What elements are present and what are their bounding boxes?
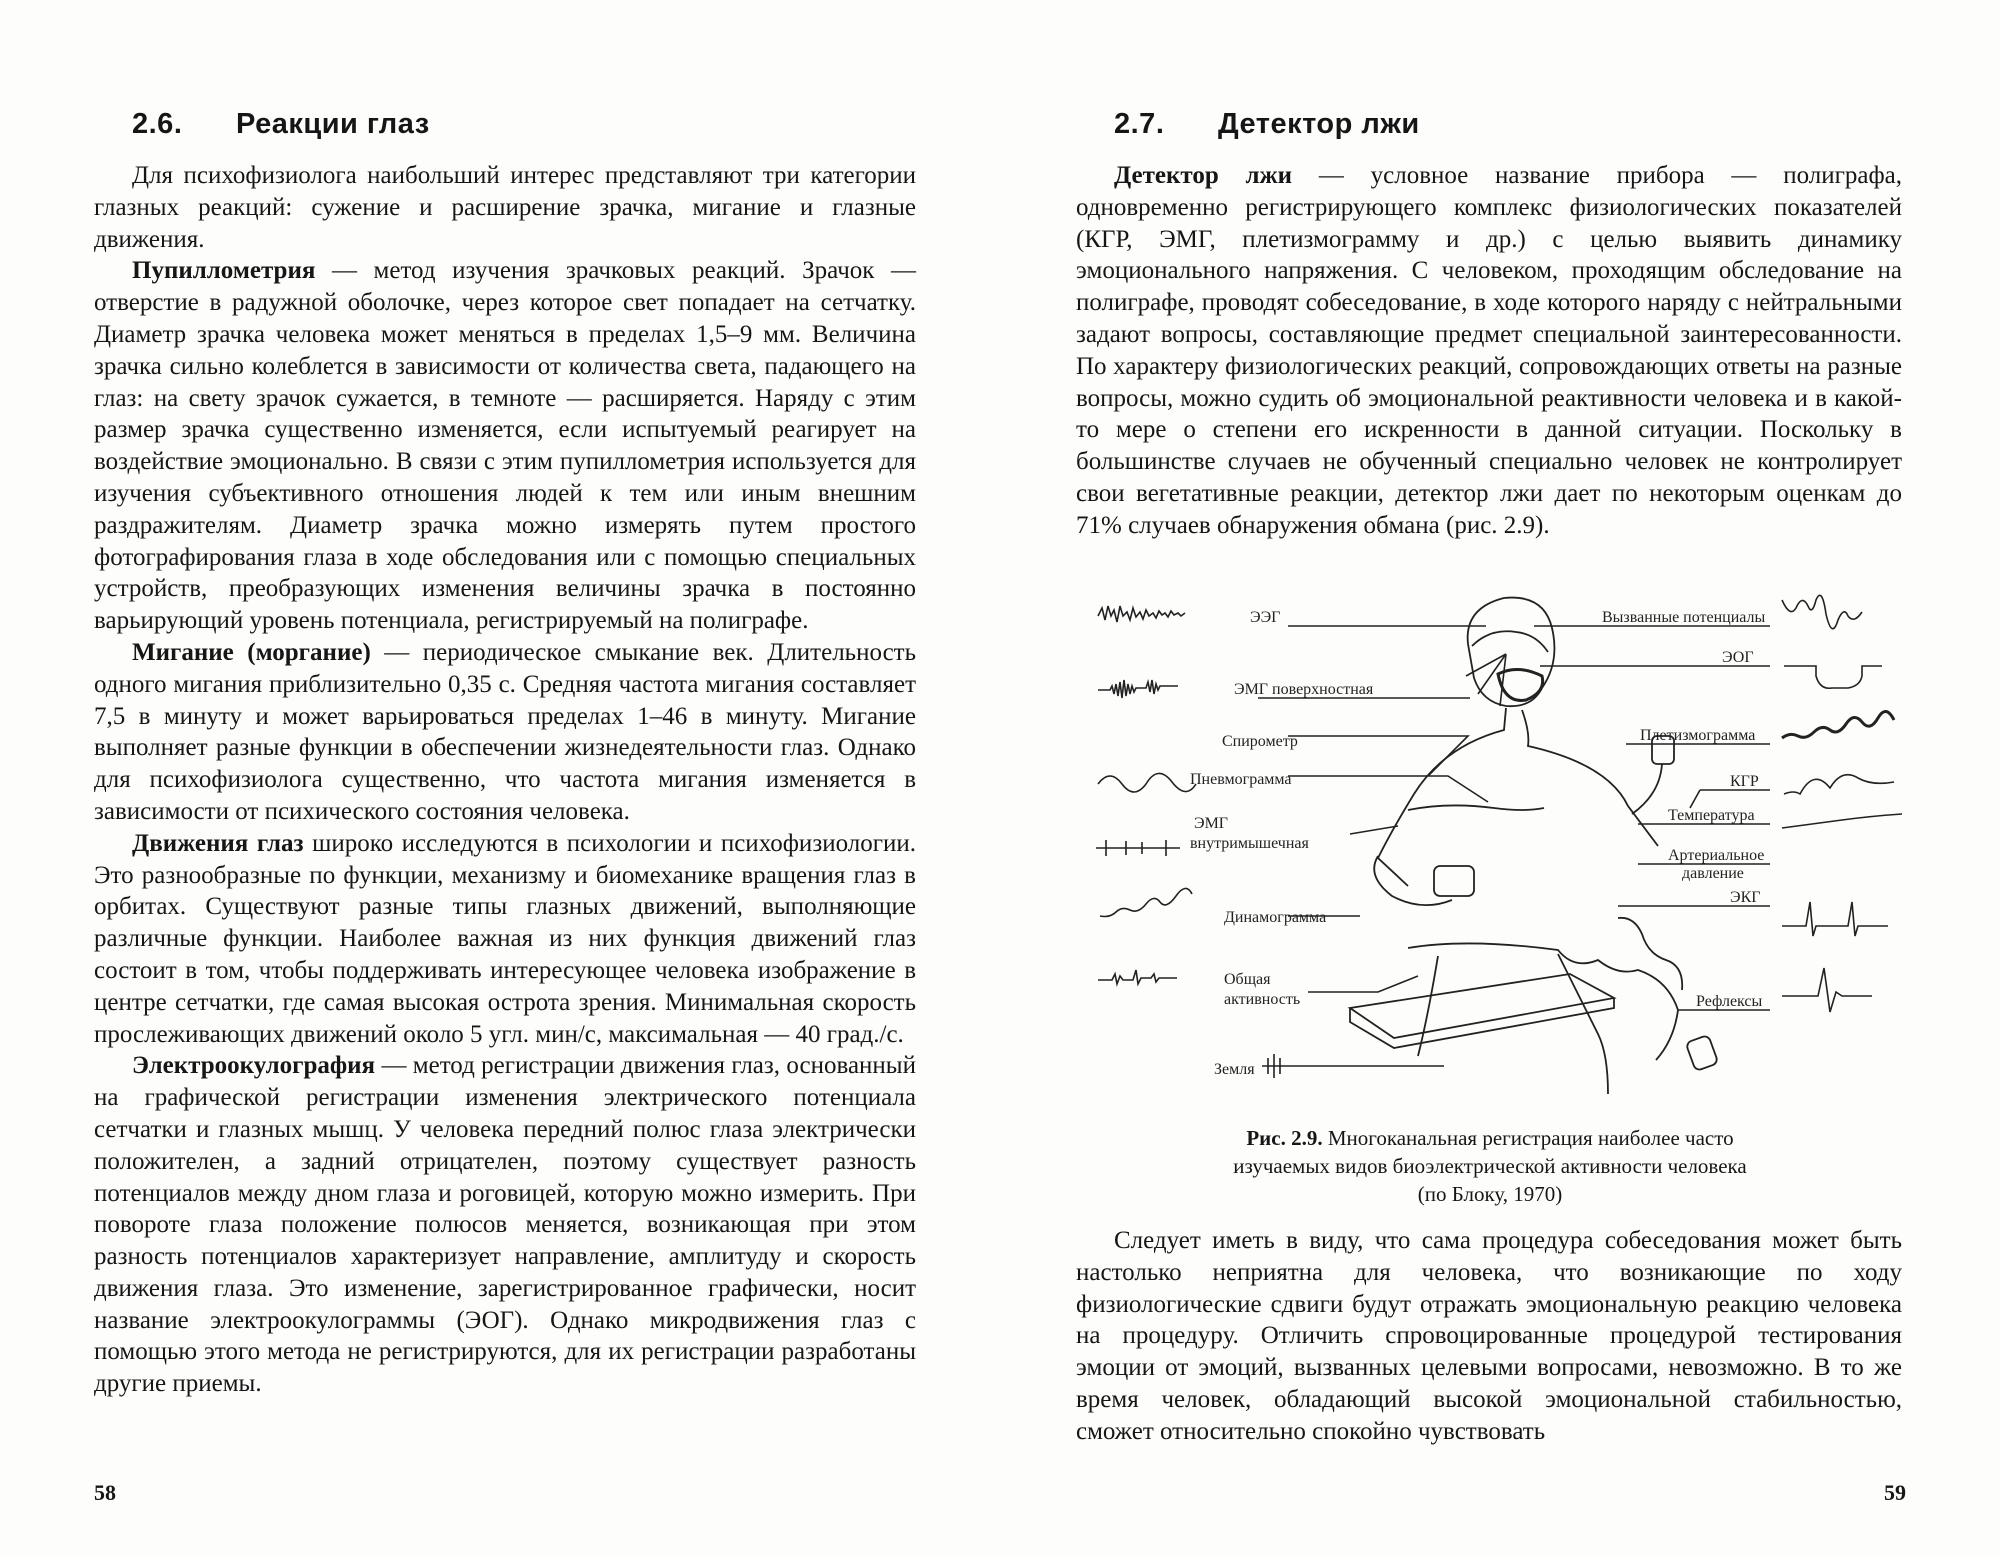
emg-intra-waveform — [1096, 840, 1180, 856]
label-reflexes: Рефлексы — [1696, 993, 1763, 1010]
right-body-text-after-figure — [1076, 1225, 1902, 1448]
label-dynamogram: Динамограмма — [1224, 909, 1327, 926]
caption-line-2: изучаемых видов биоэлектрической активности человека — [1233, 1154, 1747, 1178]
heading-number: 2.7. — [1114, 108, 1165, 140]
right-body-text — [1076, 160, 1902, 542]
heading-title: Реакции глаз — [236, 108, 430, 140]
leader-line — [1308, 976, 1418, 992]
label-pneumogram: Пневмограмма — [1190, 771, 1292, 788]
leader-line — [1288, 736, 1468, 776]
label-temperature: Температура — [1668, 807, 1755, 824]
label-eog: ЭОГ — [1722, 649, 1754, 666]
term: Электроокулография — [132, 1052, 376, 1080]
page-number: 59 — [1884, 1480, 1906, 1505]
section-heading-2-7 — [1114, 108, 1420, 141]
gsr-waveform — [1784, 775, 1894, 794]
label-bp: Артериальное — [1668, 847, 1765, 864]
paragraph — [1076, 160, 1902, 542]
term: Мигание (моргание) — [132, 638, 371, 666]
label-evoked: Вызванные потенциалы — [1602, 609, 1766, 626]
figure-2-9 — [1078, 588, 1902, 1206]
label-bp-2: давление — [1682, 865, 1744, 882]
leader-line — [1288, 776, 1488, 802]
paragraph — [1076, 1225, 1902, 1448]
term: Детектор лжи — [1114, 162, 1293, 189]
eog-waveform — [1784, 666, 1882, 688]
eeg-waveform — [1098, 606, 1185, 622]
ecg-waveform — [1782, 902, 1888, 936]
paragraph — [94, 255, 916, 637]
right-page — [1000, 0, 2000, 1557]
label-eeg: ЭЭГ — [1250, 609, 1281, 626]
label-emg-intra: ЭМГ — [1194, 815, 1229, 832]
paragraph-text: — периодическое смыкание век. Длительность одного мигания приблизительно 0,35 с. Средняя частота мигания составляет 7,5 в минуту и может варьироваться пределах 1–46 в минуту. Мигание выполняет разные функции в обеспечении жизнедеятельности глаз. Однако для психофизиолога существенно, что частота мигания изменяется в зависимости от психического состояния человека. — [94, 638, 916, 825]
label-plethysmogram: Плетизмограмма — [1640, 727, 1756, 744]
label-ecg: ЭКГ — [1730, 889, 1761, 906]
evoked-potential-waveform — [1782, 595, 1862, 628]
left-body-text — [94, 160, 916, 1400]
paragraph-text: — условное название прибора — полиграфа, одновременно регистрирующего комплекс физиологических показателей (КГР, ЭМГ, плетизмограмму и др.) с целью выявить динамику эмоционального напряжения. С человеком, проходящим обследование на полиграфе, проводят собеседование, в ходе которого наряду с нейтральными задают вопросы, составляющие предмет специальной заинтересованности. По характеру физиологических реакций, сопровождающих ответы на разные вопросы, можно судить об эмоциональной реактивности человека и в какой-то мере о степени его искренности в данной ситуации. Поскольку в большинстве случаев не обученный специально человек не контролирует свои вегетативные реакции, детектор лжи дает по некоторым оценкам до 71% случаев обнаружения обмана (рис. 2.9). — [1076, 162, 1903, 539]
label-emg-surface: ЭМГ поверхностная — [1234, 681, 1374, 698]
label-ground: Земля — [1214, 1061, 1255, 1078]
polygraph-illustration — [1078, 588, 1902, 1118]
section-heading-2-6 — [132, 108, 430, 141]
paragraph — [94, 637, 916, 828]
caption-label: Рис. 2.9. — [1246, 1126, 1323, 1150]
caption-line-1: Многоканальная регистрация наиболее часто — [1322, 1126, 1734, 1150]
term: Движения глаз — [132, 829, 304, 857]
activity-waveform — [1098, 970, 1177, 984]
emg-surface-waveform — [1098, 680, 1178, 698]
label-emg-intra-2: внутримышечная — [1190, 835, 1309, 852]
heading-number: 2.6. — [132, 108, 183, 140]
page-number: 58 — [94, 1480, 116, 1505]
pneumogram-waveform — [1098, 773, 1196, 792]
leader-line — [1690, 790, 1770, 808]
temperature-waveform — [1782, 814, 1902, 828]
label-gsr: КГР — [1730, 773, 1759, 790]
paragraph — [94, 160, 916, 255]
plethysmogram-waveform — [1782, 711, 1894, 738]
reflex-waveform — [1782, 968, 1872, 1012]
label-spirometer: Спирометр — [1222, 733, 1298, 750]
label-activity-2: активность — [1224, 991, 1301, 1008]
paragraph-text: Следует иметь в виду, что сама процедура собеседования может быть настолько неприятна для человека, что возникающие по ходу физиологические сдвиги будут отражать эмоциональную реакцию человека на процедуру. Отличить спровоцированные процедурой тестирования эмоции от эмоций, вызванных целевыми вопросами, невозможно. В то же время человек, обладающий высокой эмоциональной стабильностью, сможет относительно спокойно чувствовать — [1076, 1227, 1902, 1445]
paragraph-text: широко исследуются в психологии и психофизиологии. Это разнообразные по функции, механизму и биомеханике вращения глаз в орбитах. Существуют разные типы глазных движений, выполняющие различные функции. Наиболее важная из них функция движений глаз состоит в том, чтобы поддерживать интересующее человека изображение в центре сетчатки, где самая высокая острота зрения. Минимальная скорость прослеживающих движений около 5 угл. мин/с, максимальная — 40 град./с. — [94, 829, 916, 1048]
paragraph-text: Для психофизиолога наибольший интерес представляют три категории глазных реакций: сужение и расширение зрачка, мигание и глазные движения. — [94, 162, 916, 253]
caption-line-3: (по Блоку, 1970) — [1417, 1182, 1563, 1206]
paragraph — [94, 828, 916, 1051]
seated-person — [1350, 598, 1718, 1094]
paragraph-text: — метод регистрации движения глаз, основанный на графической регистрации изменения электрического потенциала сетчатки и глазных мышц. У человека передний полюс глаза электрически положителен, а задний отрицателен, поэтому существует разность потенциалов между дном глаза и роговицей, которую можно измерить. При повороте глаза положение полюсов меняется, возникающая при этом разность потенциалов характеризует направление, амплитуду и скорость движения глаза. Это изменение, зарегистрированное графически, носит название электроокулограммы (ЭОГ). Однако микродвижения глаз с помощью этого метода не регистрируются, для их регистрации разработаны другие приемы. — [94, 1052, 916, 1398]
label-activity: Общая — [1224, 971, 1271, 988]
dynamogram-waveform — [1100, 888, 1192, 916]
paragraph-text: — метод изучения зрачковых реакций. Зрачок — отверстие в радужной оболочке, через которое свет попадает на сетчатку. Диаметр зрачка человека может меняться в пределах 1,5–9 мм. Величина зрачка сильно колеблется в зависимости от количества света, падающего на глаз: на свету зрачок сужается, в темноте — расширяется. Наряду с этим размер зрачка существенно изменяется, если испытуемый реагирует на воздействие эмоционально. В связи с этим пупиллометрия используется для изучения субъективного отношения людей к тем или иным внешним раздражителям. Диаметр зрачка можно измерять путем простого фотографирования глаза в ходе обследования или с помощью специальных устройств, преобразующих изменения величины зрачка в постоянно варьирующий уровень потенциала, регистрируемый на полиграфе. — [94, 257, 916, 635]
figure-caption — [1078, 1124, 1902, 1208]
paragraph — [94, 1050, 916, 1400]
term: Пупиллометрия — [132, 257, 316, 285]
heading-title: Детектор лжи — [1218, 108, 1420, 140]
